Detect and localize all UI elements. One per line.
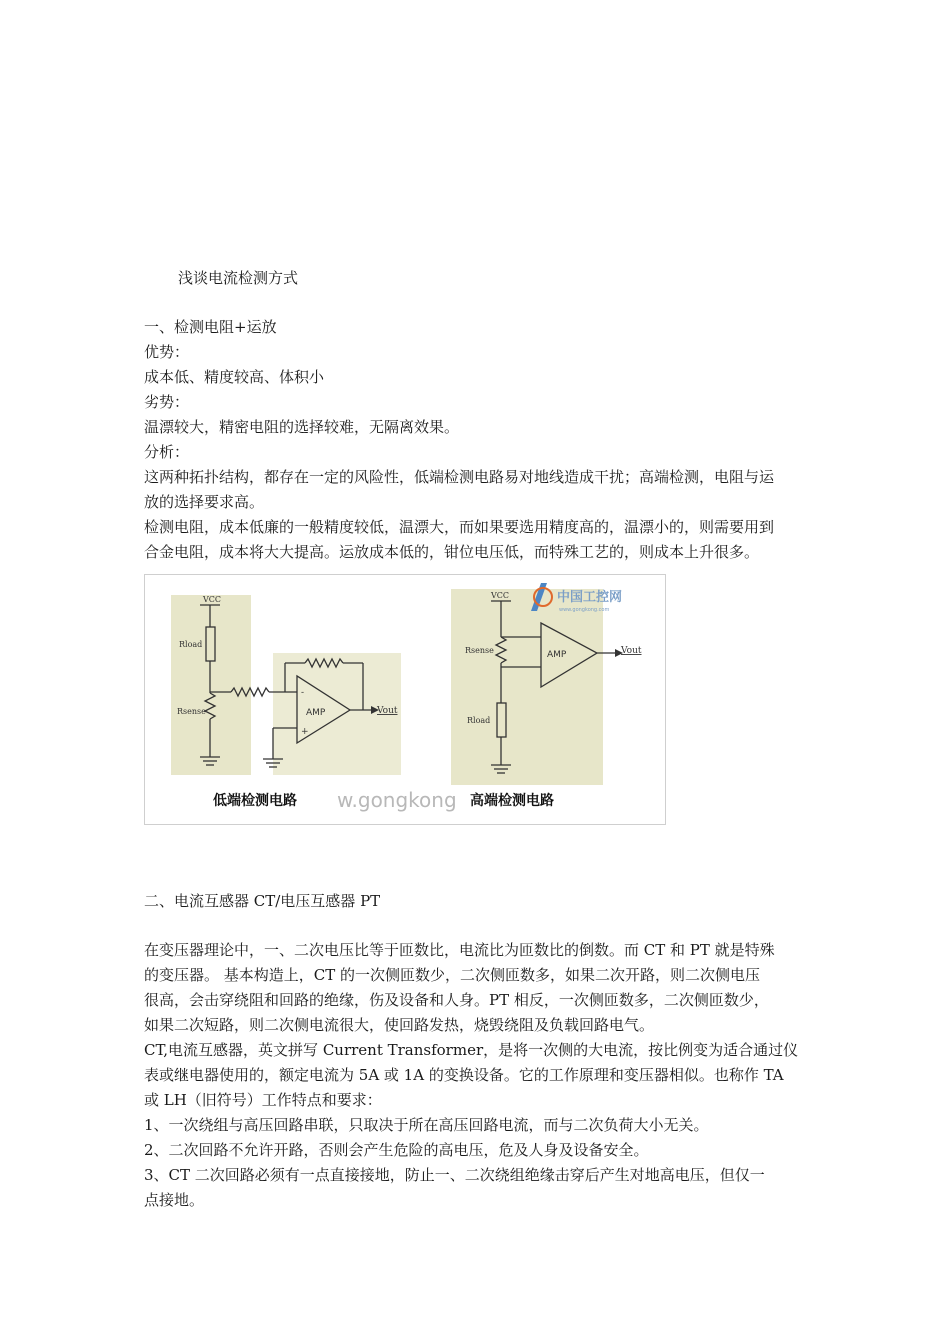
watermark-text: w.gongkong [337, 788, 457, 812]
requirement-2: 2、二次回路不允许开路，否则会产生危险的高电压，危及人身及设备安全。 [144, 1141, 649, 1159]
disadvantages-label: 劣势： [144, 393, 190, 411]
left-rload-label: Rload [179, 640, 203, 649]
section2-line1: 在变压器理论中，一、二次电压比等于匝数比，电流比为匝数比的倒数。而 CT 和 PT 就是特殊 [144, 941, 775, 959]
requirement-3-line2: 点接地。 [144, 1191, 205, 1209]
left-vout-label: Vout [377, 706, 398, 716]
left-plus-label: + [301, 727, 309, 737]
logo-text: 中国工控网 [557, 590, 623, 605]
section2-line2: 的变压器。 基本构造上，CT 的一次侧匝数少，二次侧匝数多，如果二次开路，则二次侧电压 [144, 966, 761, 984]
left-vcc-label: VCC [203, 595, 222, 604]
analysis-paragraph2-line2: 合金电阻，成本将大大提高。运放成本低的，钳位电压低，而特殊工艺的，则成本上升很多。 [144, 543, 760, 561]
left-rsense-label: Rsense [177, 707, 206, 716]
logo-url: www.gongkong.com [559, 607, 610, 613]
analysis-paragraph1-line1: 这两种拓扑结构，都存在一定的风险性，低端检测电路易对地线造成干扰；高端检测，电阻与运 [144, 468, 775, 486]
requirement-3-line1: 3、CT 二次回路必须有一点直接接地，防止一、二次绕组绝缘击穿后产生对地高电压，但仅一 [144, 1166, 765, 1184]
left-amp-label: AMP [306, 708, 326, 718]
left-panel-shade [171, 595, 251, 775]
section1-heading: 一、检测电阻+运放 [144, 318, 277, 336]
right-vout-label: Vout [621, 646, 642, 656]
section2-line4: 如果二次短路，则二次侧电流很大，使回路发热，烧毁绕阻及负载回路电气。 [144, 1016, 655, 1034]
section2-line3: 很高，会击穿绕阻和回路的绝缘，伤及设备和人身。PT 相反，一次侧匝数多，二次侧匝数少， [144, 991, 769, 1009]
right-rsense-label: Rsense [465, 646, 494, 655]
analysis-label: 分析： [144, 443, 190, 461]
circuit-figure [144, 574, 666, 825]
left-minus-label: - [301, 688, 305, 698]
right-amp-label: AMP [547, 650, 567, 660]
advantages-label: 优势： [144, 343, 190, 361]
section2-line7: 或 LH（旧符号）工作特点和要求： [144, 1091, 382, 1109]
section2-heading: 二、电流互感器 CT/电压互感器 PT [144, 892, 381, 910]
right-panel-shade [451, 589, 603, 785]
circuit-diagram [145, 575, 665, 824]
section2-line6: 表或继电器使用的，额定电流为 5A 或 1A 的变换设备。它的工作原理和变压器相似。也称作 TA [144, 1066, 784, 1084]
left-circuit-caption: 低端检测电路 [213, 793, 297, 809]
disadvantages-text: 温漂较大，精密电阻的选择较难，无隔离效果。 [144, 418, 460, 436]
right-rload-label: Rload [467, 716, 491, 725]
requirement-1: 1、一次绕组与高压回路串联，只取决于所在高压回路电流，而与二次负荷大小无关。 [144, 1116, 709, 1134]
analysis-paragraph1-line2: 放的选择要求高。 [144, 493, 265, 511]
analysis-paragraph2-line1: 检测电阻，成本低廉的一般精度较低，温漂大，而如果要选用精度高的，温漂小的，则需要用到 [144, 518, 775, 536]
document-title: 浅谈电流检测方式 [178, 269, 299, 287]
right-vcc-label: VCC [491, 591, 510, 600]
right-circuit-caption: 高端检测电路 [470, 793, 554, 809]
advantages-text: 成本低、精度较高、体积小 [144, 368, 325, 386]
section2-line5: CT,电流互感器，英文拼写 Current Transformer，是将一次侧的大电流，按比例变为适合通过仪 [144, 1041, 799, 1059]
